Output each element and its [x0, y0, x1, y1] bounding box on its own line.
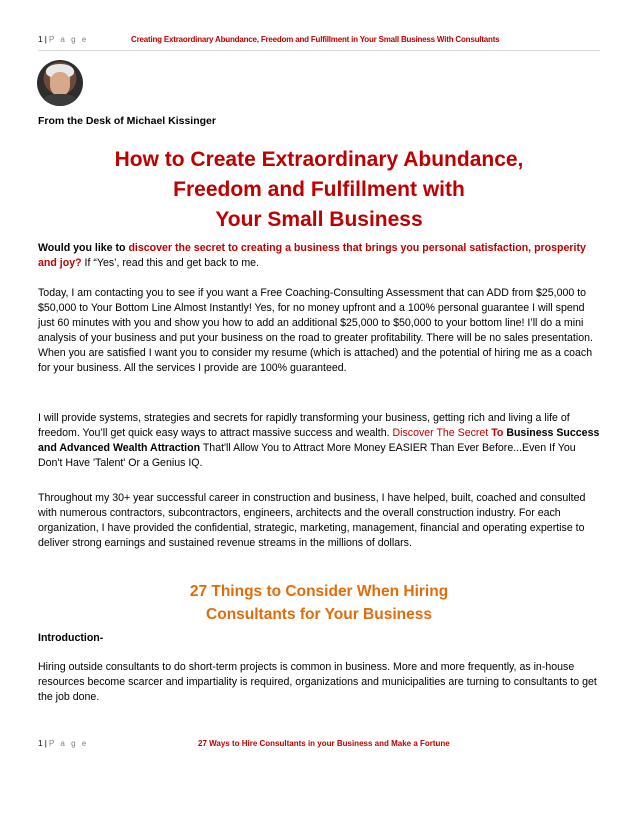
p2-text: Today, I am contacting you to see if you want a Free Coaching-Consulting Assessment that can ADD from $25,000 to $50,000 to Your Bottom Line Almost Instantly! Yes, for no money upfront and a 100% personal guarantee I will spend just 60 minutes with you and show you how to add an additional $25,000 to $50,000 to your bottom line! I’ll do a mini analysis of your business and put your business on the road to greater profitability. There will be no sales presentation. When you are satisfied I want you to consider my resume (which is attached) and the potential of hiring me as a coach for your business. All the services I provide are 100% guaranteed.	[38, 287, 593, 374]
footer-page-label: P a g e	[49, 739, 89, 748]
p1-lead: Would you like to	[38, 242, 129, 254]
headline-line-3: Your Small Business	[215, 208, 423, 231]
intro-text: Hiring outside consultants to do short-term projects is common in business. More and more frequently, as in-house resources become scarcer and impartiality is required, organizations and municipalities are turning to consultants to get the job done.	[38, 661, 597, 703]
p3-text: I will provide systems, strategies and secrets for rapidly transforming your business, getting rich and living a life of freedom. You’ll get quick easy ways to attract massive success and wealth.	[38, 412, 570, 439]
paragraph-1	[38, 241, 600, 271]
subheading-line-1: 27 Things to Consider When Hiring	[189, 583, 449, 600]
page-footer	[38, 739, 600, 749]
intro-label: Introduction-	[38, 632, 104, 644]
subheading	[38, 580, 600, 626]
headline-line-1: How to Create Extraordinary Abundance,	[114, 148, 524, 171]
page-label: P a g e	[49, 35, 89, 44]
paragraph-3	[38, 411, 600, 471]
page-header	[38, 35, 600, 45]
footer-title: 27 Ways to Hire Consultants in your Business and Make a Fortune	[198, 739, 450, 748]
paragraph-4	[38, 491, 600, 551]
author-line: From the Desk of Michael Kissinger	[38, 115, 216, 127]
page-number: 1	[38, 35, 43, 44]
p1-rest: If “Yes’, read this and get back to me.	[81, 257, 260, 269]
footer-separator: |	[44, 739, 47, 748]
paragraph-2	[38, 286, 600, 376]
p3-red: Discover The Secret	[392, 427, 492, 439]
footer-page-number: 1	[38, 739, 43, 748]
intro-paragraph	[38, 660, 600, 705]
subheading-line-2: Consultants for Your Business	[206, 606, 432, 623]
headline	[38, 145, 600, 235]
author-photo	[37, 60, 83, 106]
p3-after: That'll Allow You to Attract More Money EASIER Than Ever Before...Even If You Don't Have 'Talent' Or a Genius IQ.	[38, 442, 576, 469]
p3-red-bold: To	[491, 427, 504, 439]
headline-line-2: Freedom and Fulfillment with	[173, 178, 465, 201]
p3-bold: Business Success and Advanced Wealth Attraction	[38, 427, 600, 454]
p1-highlight: discover the secret to creating a business that brings you personal satisfaction, prosperity and joy?	[38, 242, 586, 269]
p4-text: Throughout my 30+ year successful career in construction and business, I have helped, built, coached and consulted with numerous contractors, subcontractors, engineers, architects and the overall construction industry. For each organization, I have provided the confidential, strategic, marketing, management, financial and operating expertise to deliver strong earnings and sustained revenue streams in the millions of dollars.	[38, 492, 586, 549]
header-title: Creating Extraordinary Abundance, Freedom and Fulfillment in Your Small Business With Consultants	[131, 35, 500, 44]
page-separator: |	[44, 35, 47, 44]
header-divider	[38, 50, 600, 51]
